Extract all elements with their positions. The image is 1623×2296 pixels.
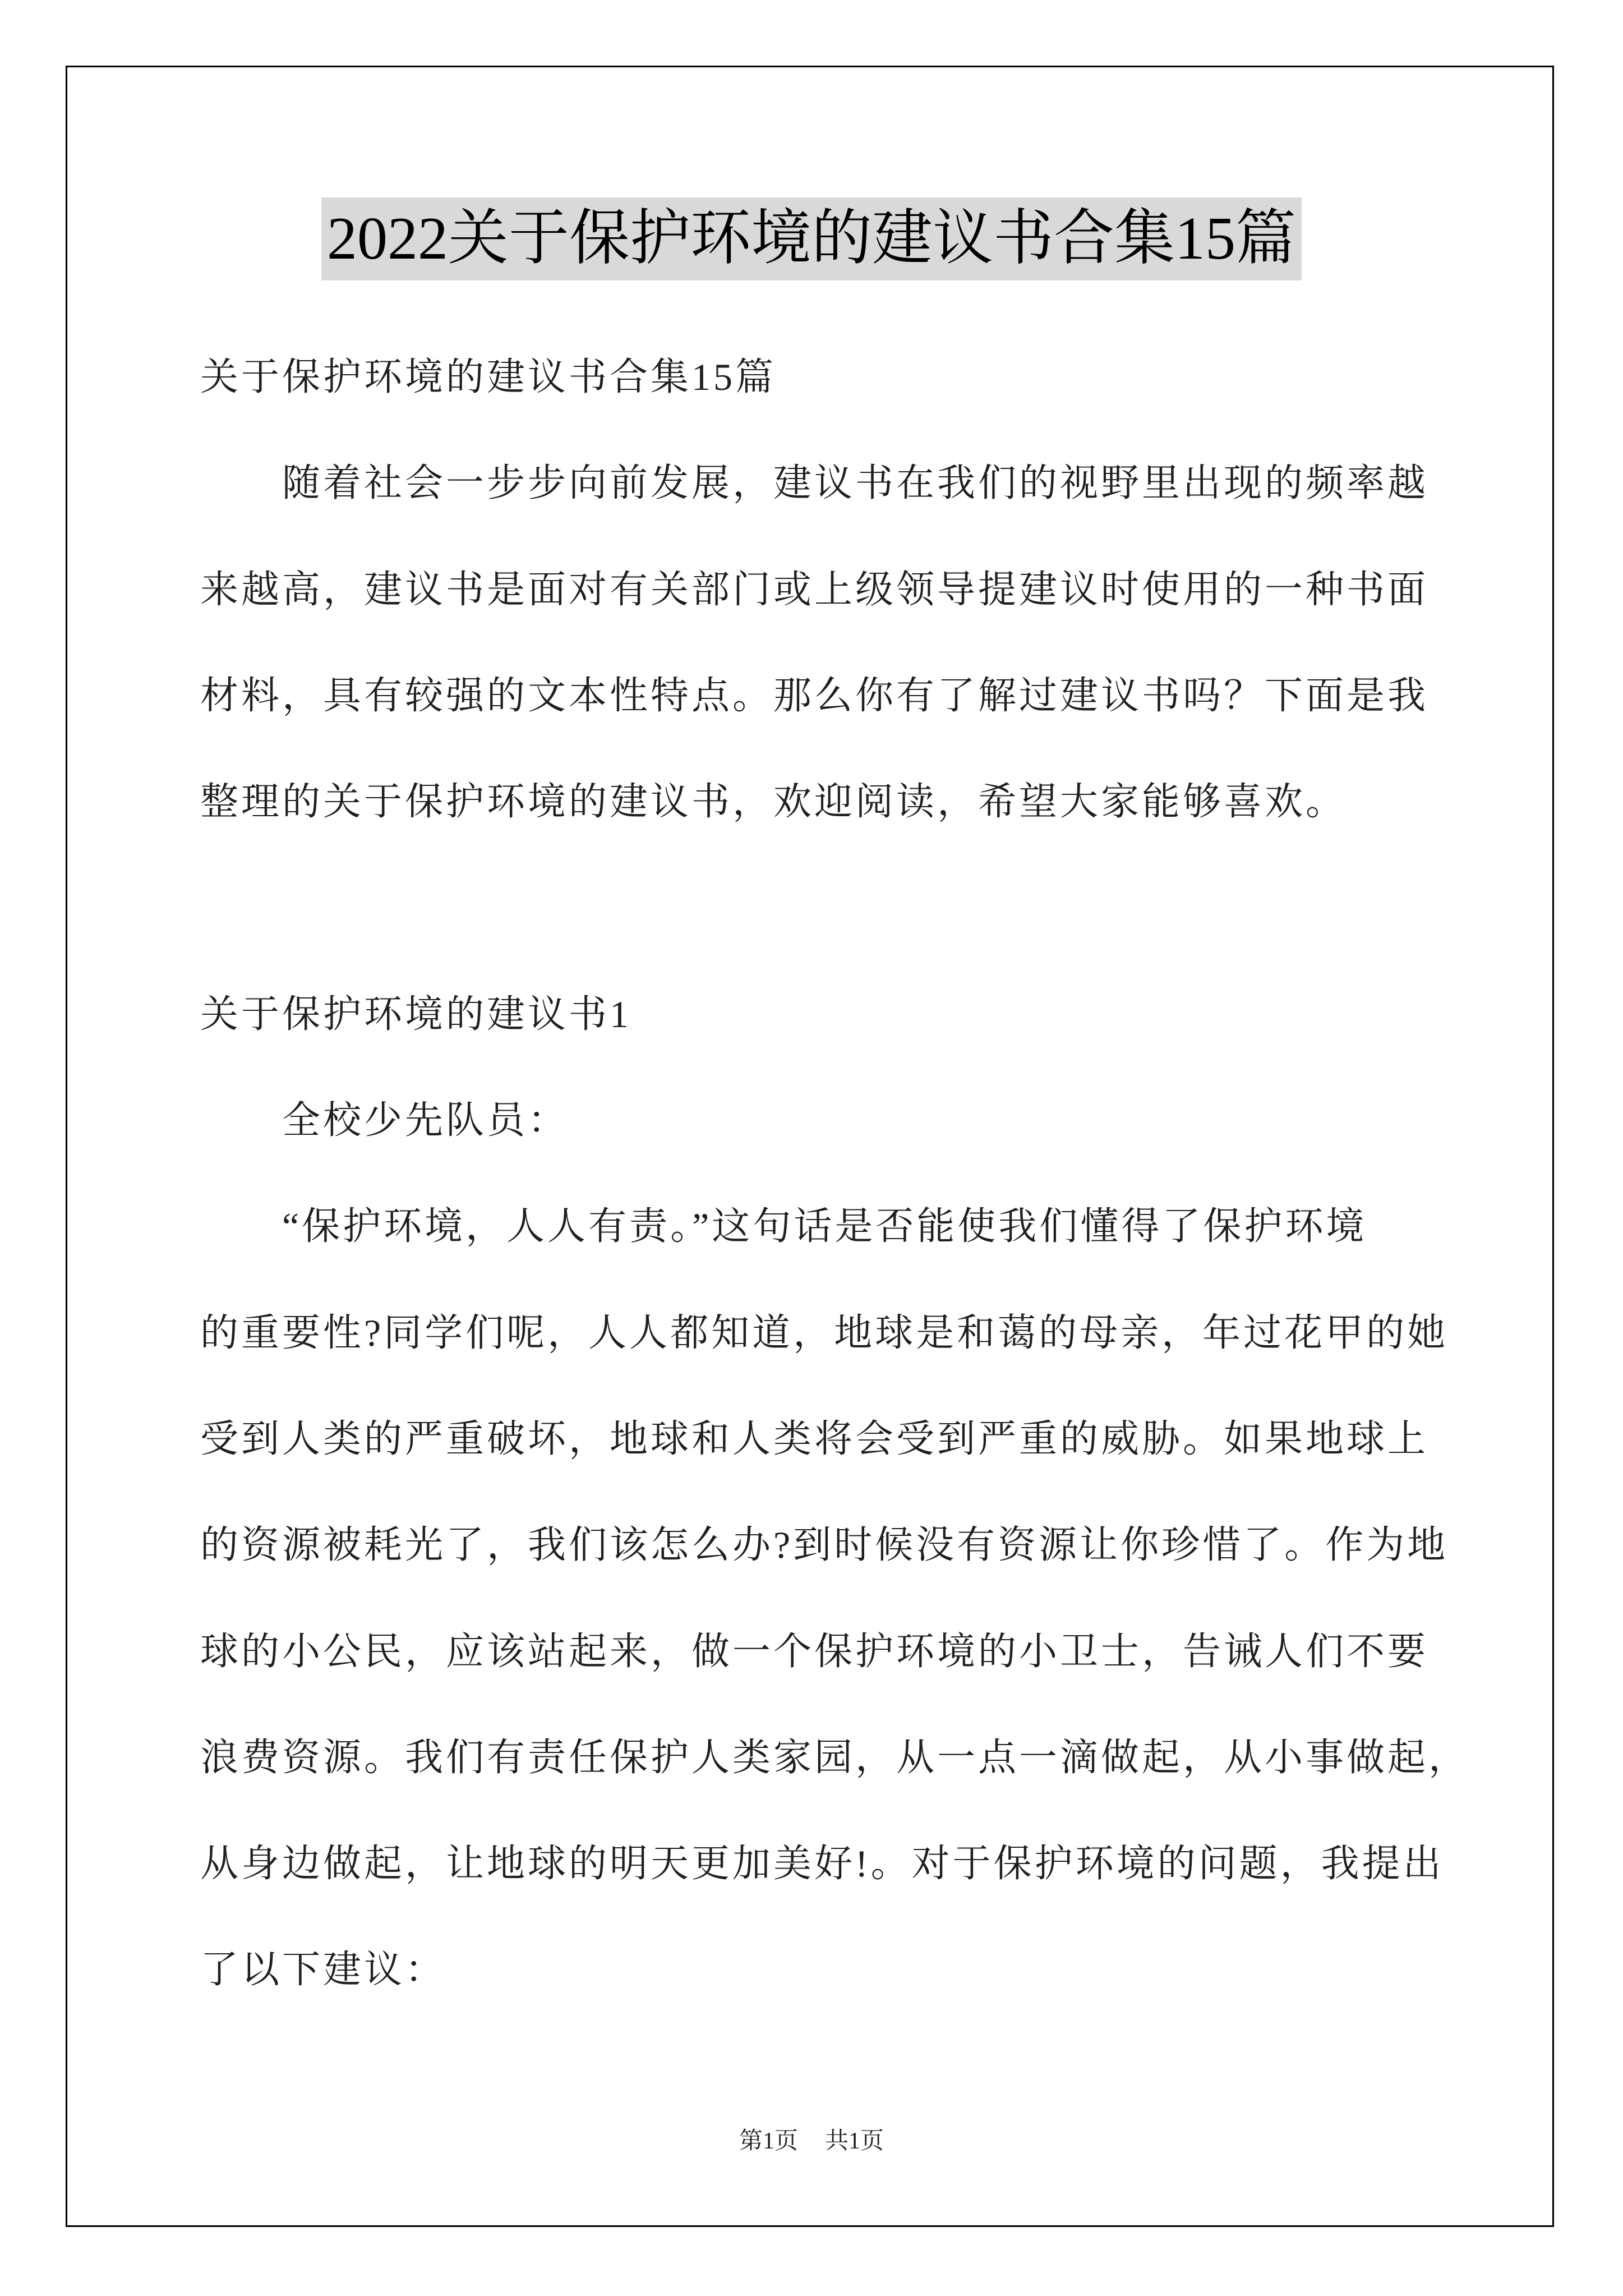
document-body — [200, 324, 1513, 2023]
intro-line: 整理的关于保护环境的建议书，欢迎阅读，希望大家能够喜欢。 — [200, 780, 1347, 823]
body-line: 从身边做起，让地球的明天更加美好!。对于保护环境的问题，我提出 — [200, 1842, 1444, 1885]
body-line: 浪费资源。我们有责任保护人类家园，从一点一滴做起，从小事做起， — [200, 1736, 1470, 1779]
document-subtitle: 关于保护环境的建议书合集15篇 — [200, 356, 777, 398]
page-current-label: 第1页 — [739, 2128, 798, 2154]
body-line: 的资源被耗光了，我们该怎么办?到时候没有资源让你珍惜了。作为地 — [200, 1524, 1449, 1567]
body-line: 的重要性?同学们呢，人人都知道，地球是和蔼的母亲，年过花甲的她 — [200, 1311, 1449, 1354]
intro-line: 材料，具有较强的文本性特点。那么你有了解过建议书吗？下面是我 — [200, 674, 1429, 717]
page-total-label: 共1页 — [825, 2128, 884, 2154]
intro-line: 随着社会一步步向前发展，建议书在我们的视野里出现的频率越 — [282, 462, 1429, 505]
body-line: 受到人类的严重破坏，地球和人类将会受到严重的威胁。如果地球上 — [200, 1417, 1429, 1460]
salutation: 全校少先队员： — [282, 1099, 569, 1142]
body-line: 球的小公民，应该站起来，做一个保护环境的小卫士，告诫人们不要 — [200, 1630, 1429, 1673]
section-heading: 关于保护环境的建议书1 — [200, 992, 632, 1036]
blank-line — [200, 855, 1513, 961]
page-footer — [0, 2126, 1623, 2156]
intro-line: 来越高，建议书是面对有关部门或上级领导提建议时使用的一种书面 — [200, 568, 1429, 611]
document-title: 2022关于保护环境的建议书合集15篇 — [321, 197, 1302, 280]
body-line: 了以下建议： — [200, 1948, 446, 1991]
title-container — [0, 197, 1623, 280]
body-line: “保护环境，人人有责。”这句话是否能使我们懂得了保护环境 — [282, 1205, 1367, 1248]
